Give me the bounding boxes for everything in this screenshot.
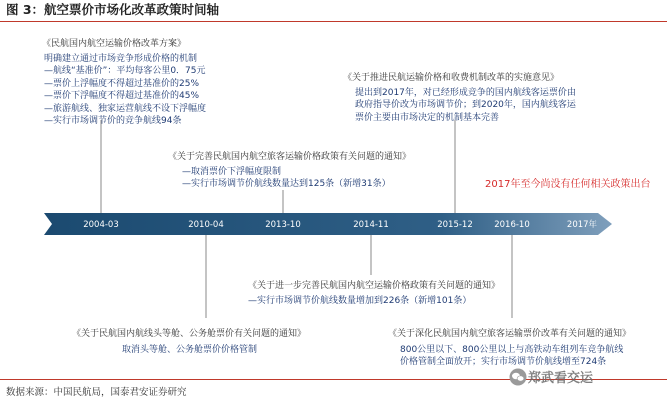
- wechat-logo-icon: [509, 368, 527, 386]
- policy-2015-line: 政府指导价改为市场调节价；到2020年，国内航线客运: [355, 100, 576, 110]
- policy-2004-line: 明确建立通过市场竞争形成价格的机制: [44, 53, 198, 64]
- policy-2004-line: —票价下浮幅度不得超过基准价的45%: [44, 91, 200, 101]
- timeline-label: 2014-11: [353, 220, 389, 230]
- policy-2016-line: 价格管制全面放开；实行市场调节价航线增至724条: [400, 357, 607, 367]
- watermark: 郑武看交运: [528, 371, 594, 386]
- policy-2016: [388, 328, 631, 369]
- timeline-label: 2010-04: [188, 220, 224, 230]
- policy-2014-line: —实行市场调节价航线数量增加到226条（新增101条）: [248, 295, 472, 306]
- source-note: 数据来源：中国民航局，国泰君安证券研究: [6, 387, 187, 398]
- policy-2004-title: 《民航国内航空运输价格改革方案》: [42, 39, 187, 49]
- timeline-label: 2013-10: [265, 220, 301, 230]
- policy-2013-line: —实行市场调节价航线数量达到125条（新增31条）: [182, 179, 391, 189]
- policy-2016-line: 800公里以下、800公里以上与高铁动车组列车竞争航线: [400, 344, 624, 355]
- policy-2014-title: 《关于进一步完善民航国内航空运输价格政策有关问题的通知》: [248, 281, 501, 291]
- policy-2015: [343, 72, 576, 124]
- figure-title: 图 3：航空票价市场化改革政策时间轴: [0, 0, 667, 22]
- policy-2004-line: —旅游航线、独家运营航线不设下浮幅度: [44, 103, 207, 114]
- timeline-label: 2015-12: [437, 220, 473, 230]
- policy-2014: [248, 280, 500, 307]
- policy-2013: [168, 151, 411, 191]
- policy-2015-line: 提出到2017年，对已经形成竞争的国内航线客运票价由: [355, 87, 576, 98]
- timeline-label: 2004-03: [83, 220, 119, 230]
- note-2017: 2017年至今尚没有任何相关政策出台: [485, 179, 651, 190]
- policy-2010: [72, 328, 306, 356]
- policy-2004-line: —票价上浮幅度不得超过基准价的25%: [44, 78, 200, 89]
- policy-2004: [42, 38, 206, 128]
- policy-2004-line: —实行市场调节价的竞争航线94条: [44, 116, 182, 126]
- policy-2015-title: 《关于推进民航运输价格和收费机制改革的实施意见》: [343, 73, 560, 83]
- policy-2013-title: 《关于完善民航国内航空旅客运输价格政策有关问题的通知》: [168, 152, 412, 162]
- policy-2010-title: 《关于民航国内航线头等舱、公务舱票价有关问题的通知》: [72, 329, 307, 339]
- policy-2015-line: 票价主要由市场决定的机制基本完善: [355, 112, 500, 123]
- policy-2010-line: 取消头等舱、公务舱票价价格管制: [122, 344, 258, 355]
- timeline-label: 2016-10: [494, 220, 530, 230]
- policy-2016-title: 《关于深化民航国内航空旅客运输票价改革有关问题的通知》: [388, 329, 632, 339]
- policy-2013-line: —取消票价下浮幅度限制: [182, 166, 282, 177]
- timeline-label: 2017年: [566, 220, 598, 230]
- policy-2004-line: —航线“基准价”：平均每客公里0．75元: [44, 66, 206, 76]
